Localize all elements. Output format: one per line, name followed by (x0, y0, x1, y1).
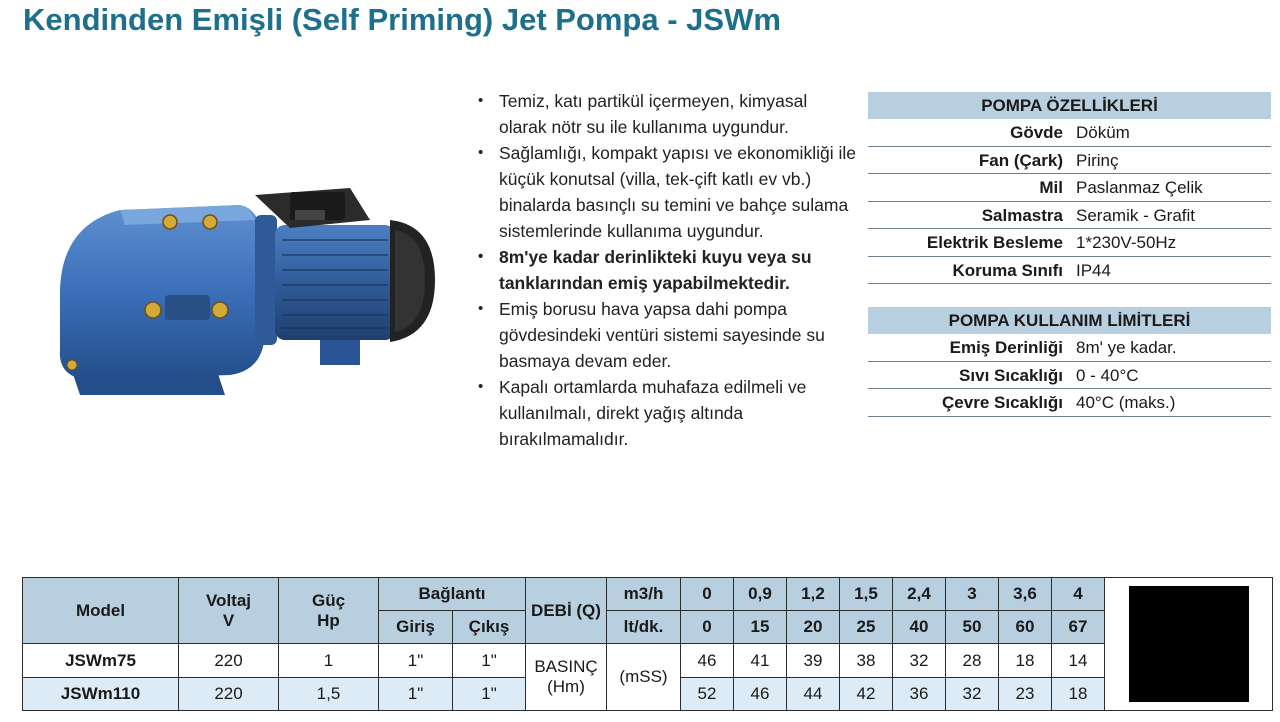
pressure-label-text: BASINÇ (534, 657, 598, 676)
header-inlet: Giriş (379, 611, 453, 644)
feature-value: Pirinç (1076, 150, 1119, 170)
pump-limits-table (868, 307, 1271, 417)
model-cell: JSWm110 (23, 678, 179, 711)
voltage-cell: 220 (179, 678, 279, 711)
m3h-cell: 1,2 (787, 578, 840, 611)
page-title: Kendinden Emişli (Self Priming) Jet Pompa - JSWm (23, 2, 781, 37)
m3h-cell: 0 (681, 578, 734, 611)
feature-bullets (478, 88, 858, 452)
head-value: 39 (787, 644, 840, 678)
inlet-cell: 1" (379, 678, 453, 711)
outlet-cell: 1" (453, 678, 526, 711)
feature-value: IP44 (1076, 260, 1111, 280)
redacted-image (1129, 586, 1249, 702)
feature-row (868, 257, 1271, 285)
header-power-label: Güç (311, 590, 346, 610)
ltdk-cell: 40 (893, 611, 946, 644)
feature-key: Elektrik Besleme (926, 233, 1063, 252)
ltdk-cell: 60 (999, 611, 1052, 644)
head-value: 41 (734, 644, 787, 678)
pump-image (50, 180, 450, 410)
header-connection: Bağlantı (379, 578, 526, 611)
head-value: 38 (840, 644, 893, 678)
feature-key: Gövde (1010, 123, 1063, 142)
bullet-item: • Emiş borusu hava yapsa dahi pompa gövdesindeki ventüri sistemi sayesinde su basmaya devam eder. (478, 296, 858, 374)
feature-key: Salmastra (981, 205, 1063, 225)
header-ltdk: lt/dk. (607, 611, 681, 644)
head-value: 42 (840, 678, 893, 711)
feature-value: Döküm (1076, 123, 1130, 142)
head-value: 23 (999, 678, 1052, 711)
header-m3h: m3/h (607, 578, 681, 611)
feature-key: Koruma Sınıfı (952, 260, 1063, 280)
bullet-item: • Temiz, katı partikül içermeyen, kimyasal olarak nötr su ile kullanıma uygundur. (478, 88, 858, 140)
head-value: 36 (893, 678, 946, 711)
ltdk-cell: 50 (946, 611, 999, 644)
features-heading: POMPA ÖZELLİKLERİ (868, 92, 1271, 119)
outlet-cell: 1" (453, 644, 526, 678)
limit-value: 40°C (maks.) (1076, 393, 1176, 412)
inlet-cell: 1" (379, 644, 453, 678)
feature-value: Seramik - Grafit (1076, 205, 1196, 225)
header-outlet: Çıkış (453, 611, 526, 644)
ltdk-cell: 15 (734, 611, 787, 644)
head-value: 44 (787, 678, 840, 711)
head-value: 52 (681, 678, 734, 711)
m3h-cell: 3 (946, 578, 999, 611)
header-power-unit: Hp (317, 610, 340, 630)
model-cell: JSWm75 (23, 644, 179, 678)
feature-key: Mil (1039, 178, 1063, 197)
limit-row (868, 362, 1271, 390)
m3h-cell: 3,6 (999, 578, 1052, 611)
limit-row (868, 334, 1271, 362)
feature-row (868, 147, 1271, 175)
power-cell: 1 (279, 644, 379, 678)
table-row (23, 644, 1273, 678)
performance-table (22, 577, 1273, 711)
head-value: 18 (999, 644, 1052, 678)
ltdk-cell: 67 (1052, 611, 1105, 644)
ltdk-cell: 25 (840, 611, 893, 644)
limits-heading: POMPA KULLANIM LİMİTLERİ (868, 307, 1271, 334)
m3h-cell: 2,4 (893, 578, 946, 611)
header-power (279, 578, 379, 644)
limit-key: Çevre Sıcaklığı (942, 393, 1063, 412)
mss-label: (mSS) (607, 644, 681, 711)
curve-image-cell (1105, 578, 1273, 711)
limit-row (868, 389, 1271, 417)
pressure-label-unit: (Hm) (547, 677, 585, 696)
head-value: 32 (893, 644, 946, 678)
power-cell: 1,5 (279, 678, 379, 711)
limit-key: Emiş Derinliği (949, 338, 1063, 357)
feature-value: Paslanmaz Çelik (1076, 178, 1203, 197)
feature-value: 1*230V-50Hz (1076, 233, 1177, 252)
pressure-label (526, 644, 607, 711)
feature-row (868, 174, 1271, 202)
m3h-cell: 0,9 (734, 578, 787, 611)
pump-features-table (868, 92, 1271, 284)
header-flow: DEBİ (Q) (526, 578, 607, 644)
m3h-cell: 4 (1052, 578, 1105, 611)
m3h-cell: 1,5 (840, 578, 893, 611)
limit-value: 0 - 40°C (1076, 365, 1139, 385)
bullet-item: • Kapalı ortamlarda muhafaza edilmeli ve kullanılmalı, direkt yağış altında bırakılmamalıdır. (478, 374, 858, 452)
head-value: 14 (1052, 644, 1105, 678)
bullet-item: • 8m'ye kadar derinlikteki kuyu veya su tanklarından emiş yapabilmektedir. (478, 244, 858, 296)
head-value: 46 (734, 678, 787, 711)
head-value: 32 (946, 678, 999, 711)
limit-key: Sıvı Sıcaklığı (959, 365, 1063, 385)
voltage-cell: 220 (179, 644, 279, 678)
feature-row (868, 229, 1271, 257)
head-value: 28 (946, 644, 999, 678)
bullet-item: • Sağlamlığı, kompakt yapısı ve ekonomikliği ile küçük konutsal (villa, tek-çift katlı ev vb.) binalarda basınçlı su temini ve bahçe sulama sistemlerinde kullanıma uygundur. (478, 140, 858, 244)
head-value: 18 (1052, 678, 1105, 711)
ltdk-cell: 20 (787, 611, 840, 644)
feature-key: Fan (Çark) (978, 150, 1063, 170)
feature-row (868, 202, 1271, 230)
ltdk-cell: 0 (681, 611, 734, 644)
head-value: 46 (681, 644, 734, 678)
header-voltage-unit: V (222, 610, 235, 630)
header-voltage-label: Voltaj (205, 590, 252, 610)
header-model: Model (23, 578, 179, 644)
feature-row (868, 119, 1271, 147)
limit-value: 8m' ye kadar. (1076, 338, 1177, 357)
header-voltage (179, 578, 279, 644)
